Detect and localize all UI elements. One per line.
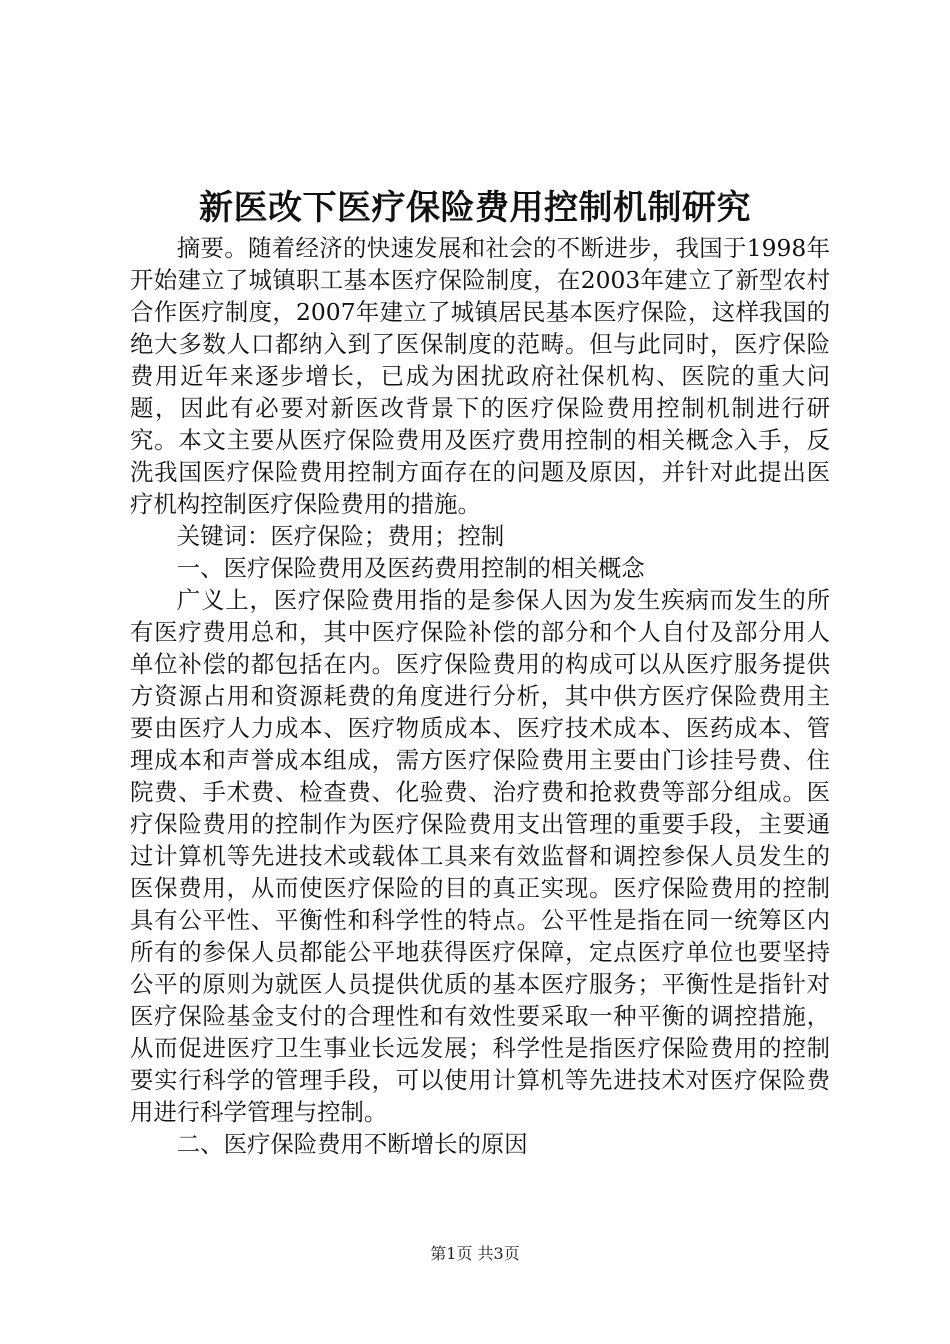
document-title: 新医改下医疗保险费用控制机制研究 [199,188,751,228]
page-footer: 第1页 共3页 [430,1244,520,1263]
abstract-paragraph: 摘要。随着经济的快速发展和社会的不断进步，我国于1998年开始建立了城镇职工基本医疗保险制度，在2003年建立了新型农村合作医疗制度，2007年建立了城镇居民基本医疗保险，这样我国的绝大多数人口都纳入到了医保制度的范畴。但与此同时，医疗保险费用近年来逐步增长，已成为困扰政府社保机构、医院的重大问题，因此有必要对新医改背景下的医疗保险费用控制机制进行研究。本文主要从医疗保险费用及医疗费用控制的相关概念入手，反洗我国医疗保险费用控制方面存在的问题及原因，并针对此提出医疗机构控制医疗保险费用的措施。 [130,234,830,518]
body-paragraph: 广义上，医疗保险费用指的是参保人因为发生疾病而发生的所有医疗费用总和，其中医疗保险补偿的部分和个人自付及部分用人单位补偿的都包括在内。医疗保险费用的构成可以从医疗服务提供方资源占用和资源耗费的角度进行分析，其中供方医疗保险费用主要由医疗人力成本、医疗物质成本、医疗技术成本、医药成本、管理成本和声誉成本组成，需方医疗保险费用主要由门诊挂号费、住院费、手术费、检查费、化验费、治疗费和抢救费等部分组成。医疗保险费用的控制作为医疗保险费用支出管理的重要手段，主要通过计算机等先进技术或载体工具来有效监督和调控参保人员发生的医保费用，从而使医疗保险的目的真正实现。医疗保险费用的控制具有公平性、平衡性和科学性的特点。公平性是指在同一统筹区内所有的参保人员都能公平地获得医疗保障，定点医疗单位也要坚持公平的原则为就医人员提供优质的基本医疗服务；平衡性是指针对医疗保险基金支付的合理性和有效性要采取一种平衡的调控措施，从而促进医疗卫生事业长远发展；科学性是指医疗保险费用的控制要实行科学的管理手段，可以使用计算机等先进技术对医疗保险费用进行科学管理与控制。 [130,586,830,1126]
section-heading-2: 二、医疗保险费用不断增长的原因 [176,1130,528,1158]
keywords-line: 关键词：医疗保险；费用；控制 [176,522,505,550]
document-body [130,232,830,1160]
section-heading-1: 一、医疗保险费用及医药费用控制的相关概念 [176,554,645,582]
